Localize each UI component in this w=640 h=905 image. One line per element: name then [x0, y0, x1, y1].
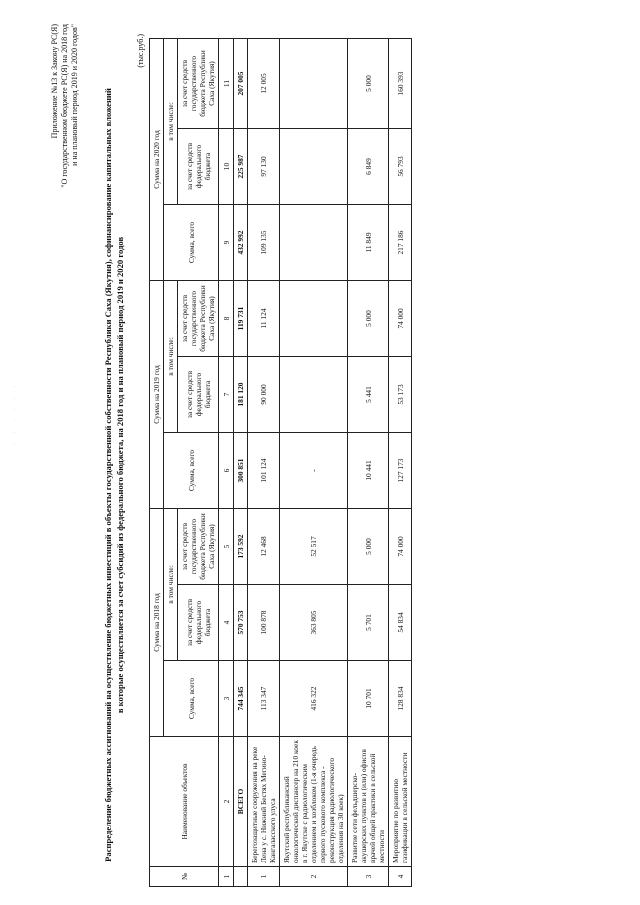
row-value: 54 834: [389, 585, 412, 661]
document-title: Распределение бюджетных ассигнований на осуществление бюджетных инвестиций в объекты государственной собственности Республики Саха (Якутия), софинансирование капитальных вложений в которые осуществляется за счет субсидий из федерального бюджета, на 2018 год и на плановый период 2019 и 2020 годов: [103, 88, 125, 862]
object-name: Развитие сети фельдшерско-акушерских пунктов и (или) офисов врачей общей практики в сельской местности: [348, 737, 389, 867]
table-row: [280, 39, 348, 887]
total-value: 207 005: [234, 39, 248, 129]
table-row: [248, 39, 280, 887]
header-name: Наименование объектов: [150, 737, 219, 867]
header-including-2019: в том числе:: [164, 281, 178, 433]
row-value: 5 000: [348, 509, 389, 585]
row-value: 5 000: [348, 39, 389, 129]
header-republic-2020: за счет средств государственного бюджета Республики Саха (Якутия): [178, 39, 219, 129]
object-name: Якутский республиканский онкологический диспансер на 210 коек в г. Якутске с радиологическим отделением и хозблоком (1-я очередь первого пускового комплекса - реконструкция радиологического отделения на 30 коек): [280, 737, 348, 867]
row-value: 101 124: [248, 433, 280, 509]
row-value: 74 000: [389, 281, 412, 357]
allocation-table: [149, 38, 412, 887]
row-num: 3: [348, 867, 389, 887]
appendix-line-2: "О государственном бюджете РС(Я) на 2018 год: [60, 24, 69, 188]
row-value: 97 130: [248, 129, 280, 205]
column-index: 8: [219, 281, 234, 357]
row-value: 10 441: [348, 433, 389, 509]
row-num: 2: [280, 867, 348, 887]
column-index: 1: [219, 867, 234, 887]
row-value: 113 347: [248, 661, 280, 737]
header-total-2018: Сумма, всего: [164, 661, 219, 737]
object-name: Мероприятие по развитию газификации в сельской местности: [389, 737, 412, 867]
row-value: -: [280, 433, 348, 509]
total-value: 744 345: [234, 661, 248, 737]
row-value: 5 441: [348, 357, 389, 433]
row-value: 10 701: [348, 661, 389, 737]
row-value: 12 468: [248, 509, 280, 585]
row-value: 100 878: [248, 585, 280, 661]
total-value: 300 851: [234, 433, 248, 509]
total-value: 119 731: [234, 281, 248, 357]
row-value: [280, 129, 348, 205]
row-value: 128 834: [389, 661, 412, 737]
appendix-note: [50, 24, 80, 354]
column-index: 10: [219, 129, 234, 205]
row-value: 127 173: [389, 433, 412, 509]
row-value: 416 322: [280, 661, 348, 737]
column-index: 11: [219, 39, 234, 129]
column-index: 9: [219, 205, 234, 281]
row-value: 52 517: [280, 509, 348, 585]
row-value: 12 005: [248, 39, 280, 129]
row-num: 4: [389, 867, 412, 887]
column-index: 3: [219, 661, 234, 737]
header-republic-2018: за счет средств государственного бюджета Республики Саха (Якутия): [178, 509, 219, 585]
header-including-2020: в том числе:: [164, 39, 178, 205]
total-label: ВСЕГО: [234, 737, 248, 867]
header-total-2019: Сумма, всего: [164, 433, 219, 509]
table-row: [389, 39, 412, 887]
units-label: (тыс.руб.): [136, 34, 145, 68]
row-value: 6 849: [348, 129, 389, 205]
row-num: 1: [248, 867, 280, 887]
header-sum-2020: Сумма на 2020 год: [150, 39, 164, 281]
row-value: 56 793: [389, 129, 412, 205]
appendix-line-1: Приложение №13 к Закону РС(Я): [50, 24, 59, 139]
column-index: 7: [219, 357, 234, 433]
row-value: 160 393: [389, 39, 412, 129]
row-value: 74 000: [389, 509, 412, 585]
row-value: 11 124: [248, 281, 280, 357]
column-index-row: [219, 39, 234, 887]
table-row: [348, 39, 389, 887]
row-value: 217 186: [389, 205, 412, 281]
row-value: [280, 357, 348, 433]
header-federal-2019: за счет средств федерального бюджета: [178, 357, 219, 433]
header-num: №: [150, 867, 219, 887]
column-index: 5: [219, 509, 234, 585]
column-index: 2: [219, 737, 234, 867]
header-including-2018: в том числе:: [164, 509, 178, 661]
total-value: 173 592: [234, 509, 248, 585]
header-sum-2019: Сумма на 2019 год: [150, 281, 164, 509]
total-value: 225 987: [234, 129, 248, 205]
scan-artifacts: · · · · · ·: [12, 381, 18, 445]
row-value: 53 173: [389, 357, 412, 433]
header-total-2020: Сумма, всего: [164, 205, 219, 281]
row-value: 90 000: [248, 357, 280, 433]
total-value: 432 992: [234, 205, 248, 281]
header-federal-2018: за счет средств федерального бюджета: [178, 585, 219, 661]
row-value: 5 701: [348, 585, 389, 661]
column-index: 6: [219, 433, 234, 509]
total-row: [234, 39, 248, 887]
header-federal-2020: за счет средств федерального бюджета: [178, 129, 219, 205]
row-value: 11 849: [348, 205, 389, 281]
column-index: 4: [219, 585, 234, 661]
total-value: 570 753: [234, 585, 248, 661]
object-name: Берегозащитные сооружения на реке Лена у с. Нижний Бестях Мегино-Кангаласского улуса: [248, 737, 280, 867]
row-value: 5 000: [348, 281, 389, 357]
total-value: 181 120: [234, 357, 248, 433]
header-republic-2019: за счет средств государственного бюджета Республики Саха (Якутия): [178, 281, 219, 357]
row-value: [280, 205, 348, 281]
row-value: [280, 281, 348, 357]
row-value: 363 805: [280, 585, 348, 661]
appendix-line-3: и на плановый период 2019 и 2020 годов": [70, 24, 79, 166]
row-value: 109 135: [248, 205, 280, 281]
total-num-cell: [234, 867, 248, 887]
header-sum-2018: Сумма на 2018 год: [150, 509, 164, 737]
row-value: [280, 39, 348, 129]
